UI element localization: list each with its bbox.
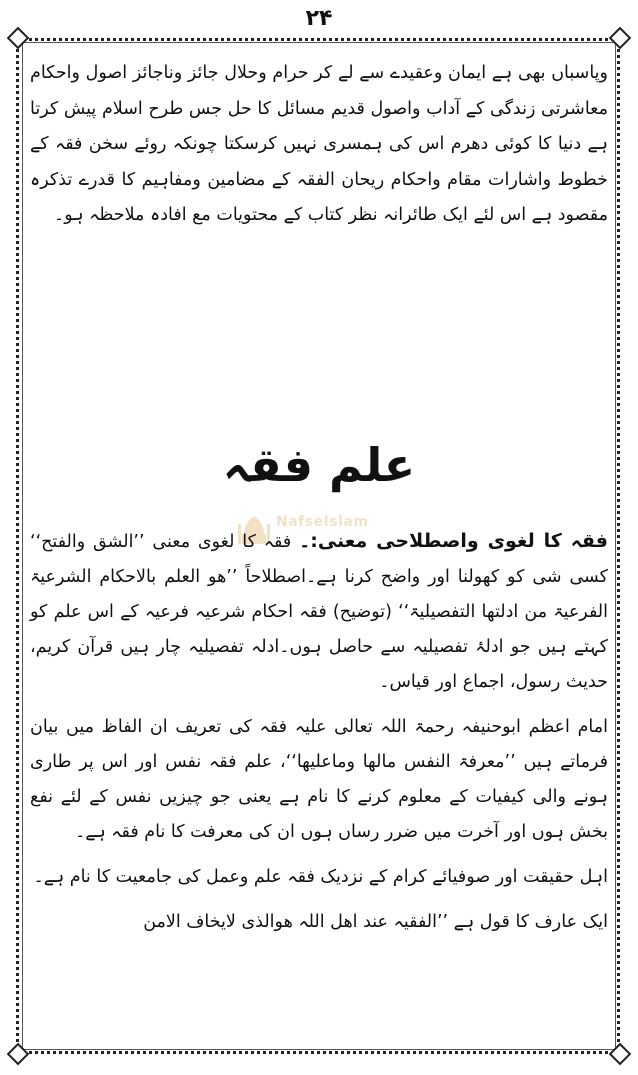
- arif-quote-paragraph: ایک عارف کا قول ہے ’’الفقیہ عند اھل اللہ ھوالذی لایخاف الامن: [143, 912, 608, 932]
- intro-paragraph: وپاسباں بھی ہے ایمان وعقیدے سے لے کر حرام وحلال جائز وناجائز اصول واحکام معاشرتی زندگی کے آداب واصول قدیم مسائل کا حل جس طرح اسلام پیش کرتا ہے دنیا کا کوئی دھرم اس کی ہمسری نہیں کرسکتا چونکہ روئے سخن فقہ کے خطوط واشارات مقام واحکام ریحان الفقہ کے مضامین ومفاہیم کا قدرے تذکرہ مقصود ہے اس لئے ایک طائرانہ نظر کتاب کے محتویات مع افادہ ملاحظہ ہو۔: [30, 63, 608, 225]
- sufi-paragraph: اہل حقیقت اور صوفیائے کرام کے نزدیک فقہ علم وعمل کی جامعیت کا نام ہے۔: [33, 867, 608, 887]
- watermark-text: NafseIslam: [276, 514, 369, 530]
- page-number: ۲۴: [305, 6, 333, 31]
- definition-paragraph: [30, 524, 608, 700]
- section-heading: علم فقہ: [222, 438, 416, 492]
- imam-abu-hanifa-paragraph: امام اعظم ابوحنیفہ رحمۃ اللہ تعالی علیہ فقہ کی تعریف ان الفاظ میں بیان فرماتے ہیں ’’معرفۃ النفس مالھا وماعلیھا‘‘، علم فقہ نفس اور اس پر طاری ہونے والی کیفیات کے معلوم کرنے کا نام ہے یعنی جو چیزیں نفس کے لئے نفع بخش ہوں اور آخرت میں ضرر رساں ہوں ان کی معرفت کا نام فقہ ہے۔: [30, 717, 608, 842]
- fiqh-section: [30, 524, 608, 950]
- definition-heading: فقہ کا لغوی واصطلاحی معنی:۔: [299, 530, 608, 552]
- definition-text: فقہ کا لغوی معنی ’’الشق والفتح‘‘ کسی شی کو کھولنا اور واضح کرنا ہے۔اصطلاحاً ’’ھو العلم بالاحکام الشرعیۃ الفرعیۃ من ادلتھا التفصیلیۃ‘‘ (توضیح) فقہ احکام شرعیہ فرعیہ کے اس علم کو کہتے ہیں جو ادلۂ تفصیلیہ سے حاصل ہوں۔ادلہ تفصیلیہ چار ہیں قرآن کریم، حدیث رسول، اجماع اور قیاس۔: [30, 532, 608, 692]
- intro-block: [30, 56, 608, 234]
